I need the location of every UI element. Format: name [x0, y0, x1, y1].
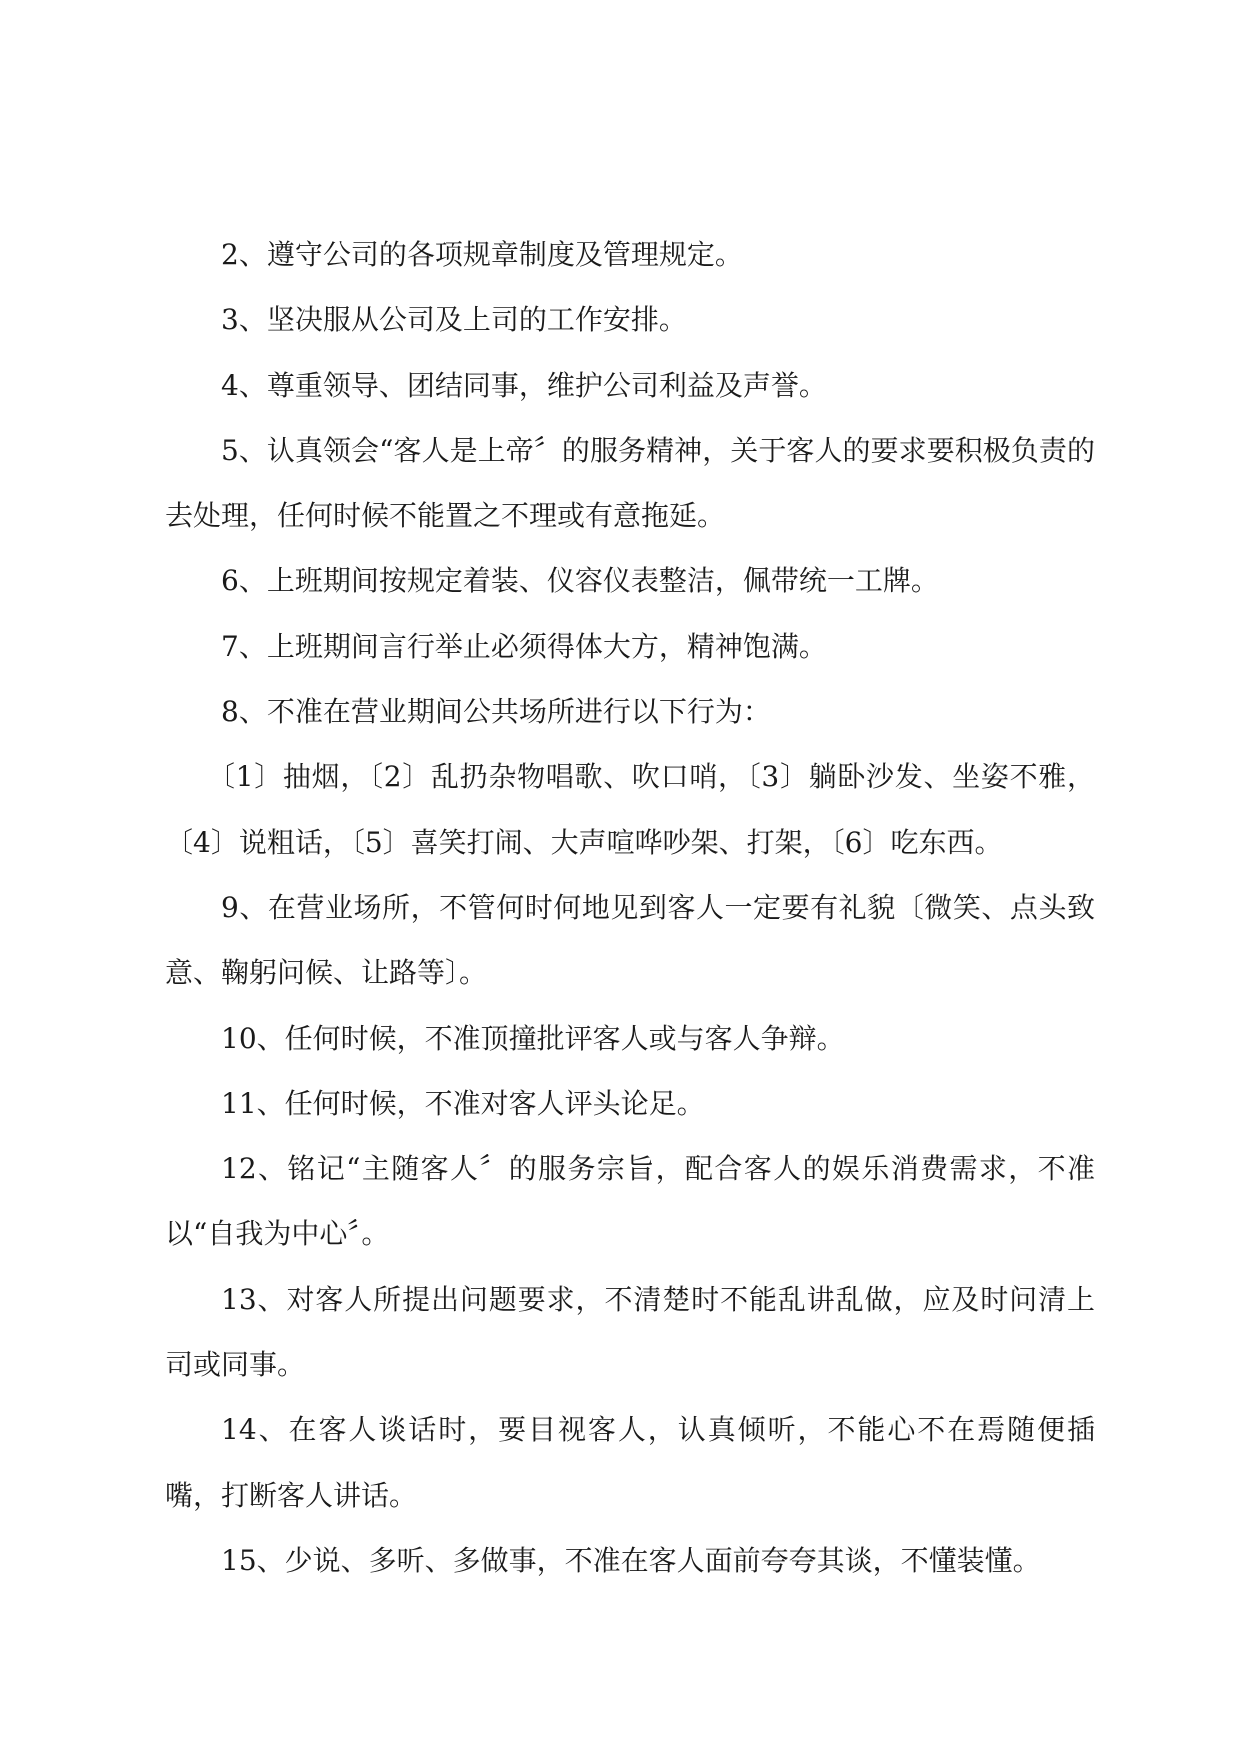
rule-paragraph-8-list: 〔1〕抽烟，〔2〕乱扔杂物唱歌、吹口哨，〔3〕躺卧沙发、坐姿不雅，〔4〕说粗话，〔5〕喜笑打闹、大声喧哗吵架、打架，〔6〕吃东西。 — [165, 760, 1095, 859]
rule-paragraph-8: 8、不准在营业期间公共场所进行以下行为： — [221, 695, 771, 729]
rule-paragraph-4: 4、尊重领导、团结同事，维护公司利益及声誉。 — [221, 368, 827, 402]
document-body — [165, 222, 1095, 1593]
rule-paragraph-11: 11、任何时候，不准对客人评头论足。 — [221, 1086, 705, 1120]
rule-paragraph-2: 2、遵守公司的各项规章制度及管理规定。 — [221, 238, 743, 271]
rule-paragraph-14: 14、在客人谈话时，要目视客人，认真倾听，不能心不在焉随便插嘴，打断客人讲话。 — [165, 1413, 1095, 1512]
rule-paragraph-3: 3、坚决服从公司及上司的工作安排。 — [221, 303, 687, 337]
rule-paragraph-9: 9、在营业场所，不管何时何地见到客人一定要有礼貌〔微笑、点头致意、鞠躬问候、让路等〕。 — [165, 890, 1095, 990]
rule-paragraph-5: 5、认真领会“客人是上帝〞的服务精神，关于客人的要求要积极负责的去处理，任何时候不能置之不理或有意拖延。 — [165, 433, 1095, 533]
rule-paragraph-6: 6、上班期间按规定着装、仪容仪表整洁，佩带统一工牌。 — [221, 564, 939, 598]
rule-paragraph-10: 10、任何时候，不准顶撞批评客人或与客人争辩。 — [221, 1021, 845, 1055]
rule-paragraph-15: 15、少说、多听、多做事，不准在客人面前夸夸其谈，不懂装懂。 — [221, 1543, 1041, 1577]
rule-paragraph-12: 12、铭记“主随客人〞的服务宗旨，配合客人的娱乐消费需求，不准以“自我为中心〞。 — [165, 1152, 1095, 1251]
rule-paragraph-7: 7、上班期间言行举止必须得体大方，精神饱满。 — [221, 629, 827, 663]
rule-paragraph-13: 13、对客人所提出问题要求，不清楚时不能乱讲乱做，应及时问清上司或同事。 — [165, 1282, 1095, 1382]
